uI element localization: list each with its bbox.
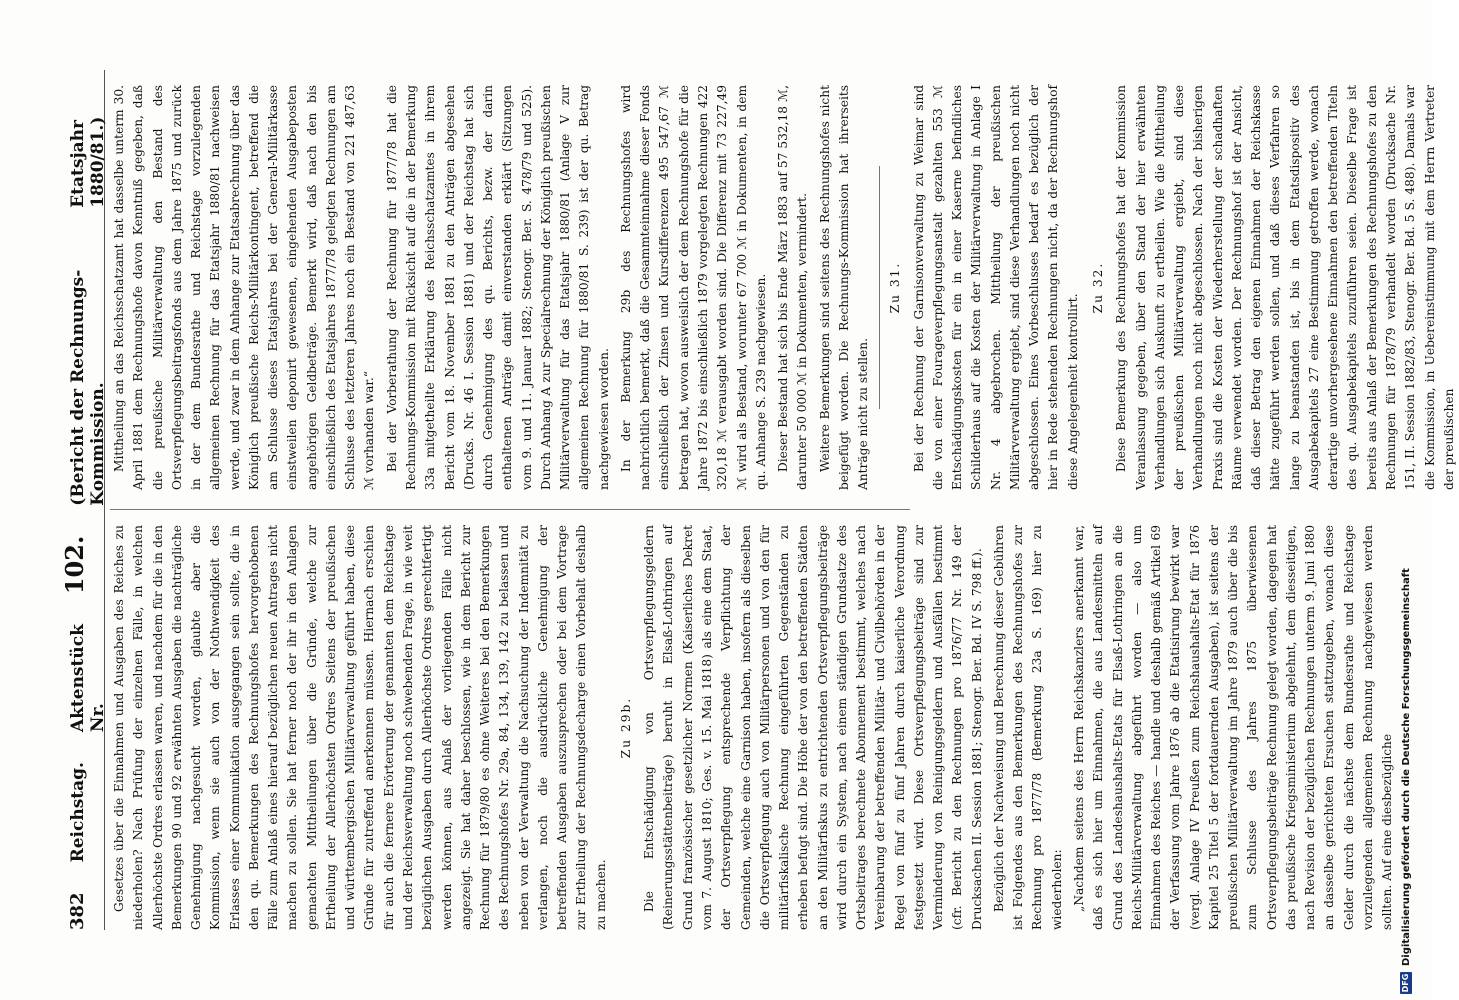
left-column (110, 525, 1395, 930)
footer-text: Digitalisierung gefördert durch die Deutsche Forschungsgemeinschaft (1400, 568, 1412, 966)
paragraph: Gesetzes über die Einnahmen und Ausgaben des Reiches zu niederholen? Nach Prüfung der einzelnen Fälle, in welchen Allerhöchste Ordres erlassen waren, und nachdem für die in den Bemerkungen 90 und 92 erwähnten Ausgaben die nachträgliche Genehmigung nachgesucht worden, glaubte aber die Kommission, wenn sie auch von der Nothwendigkeit des Erlasses einer Kommunikation ausgegangen sein sollte, die in den qu. Bemerkungen des Rechnungshofes hervorgehobenen Fälle zum Anlaß eines hierauf bezüglichen neuen Antrages nicht machen zu sollen. Sie hat ferner noch der ihr in den Anlagen gemachten Mittheilungen über die Gründe, welche zur Ertheilung der Allerhöchsten Ordres Seitens der preußischen und württembergischen Militärverwaltung geführt haben, diese Gründe für zutreffend anerkennen müssen. Hiernach erschien für auch die fernere Erörterung der genannten dem Reichstage und der Reichsverwaltung noch schwebenden Frage, in wie weit bezüglichen Ausgaben durch Allerhöchste Ordres gerechtfertigt werden können, aus Anlaß der vorliegenden Fälle nicht angezeigt. Sie hat daher beschlossen, wie in dem Bericht zur Rechnung für 1879/80 es ohne Weiteres bei den Bemerkungen des Rechnungshofes Nr. 29a, 84, 134, 139, 142 zu belassen und neben von der Verwaltung die Nachsuchung der Indemnität zu verlangen, noch die ausdrückliche Genehmigung der betreffenden Ausgaben auszusprechen oder bei dem Vortrage zur Ertheilung der Rechnungsdecharge einen Vorbehalt deshalb zu machen. (112, 525, 608, 930)
section-heading: Zu 31. (888, 261, 903, 314)
section-rule (879, 166, 880, 409)
paragraph: Weitere Bemerkungen sind seitens des Rechnungshofes nicht beigefügt worden. Die Rechnungs-Kommission hat ihrerseits Anträge nicht zu stellen. (817, 85, 871, 490)
paragraph: Bei der Vorberathung der Rechnung für 1877/78 hat die Rechnungs-Kommission mit Rücksicht auf die in der Bemerkung 33a mitgetheilte Erklärung des Reichsschatzamtes in ihrem Bericht vom 18. November 1881 zu den Anträgen abgesehen (Drucks. Nr. 46 I. Session 1881) und der Reichstag hat sich durch Genehmigung des qu. Berichts, bezw. der darin enthaltenen Anträge damit einverstanden erklärt (Sitzungen vom 9. und 11. Januar 1882; Stenogr. Ber. S. 478/79 und 525). Durch Anhang A zur Specialrechnung der Königlich preußischen Militärverwaltung für das Etatsjahr 1880/81 (Anlage V zur allgemeinen Rechnung für 1880/81 S. 239) ist der qu. Betrag nachgewiesen worden. (384, 85, 611, 490)
column-divider (110, 509, 910, 510)
right-column (110, 85, 1456, 490)
paragraph: Bei der Rechnung der Garnisonverwaltung zu Weimar sind die von einer Fourageverpflegungsanstalt gezahlten 553 ℳ Entschädigungskosten für ein in einer Kaserne befindliches Schilderhaus auf die Kosten der Militärverwaltung in Anlage I Nr. 4 abgebrochen. Mittheilung der preußischen Militärverwaltung ergiebt, sind diese Verhandlungen noch nicht abgeschlossen. Eines Vorbeschlusses bedarf es bezüglich der hier in Rede stehenden Rechnungen nicht, da der Rechnungshof diese Angelegenheit kontrollirt. (911, 85, 1080, 490)
paragraph: Dieser Bestand hat sich bis Ende März 1883 auf 57 532,18 ℳ, darunter 50 000 ℳ in Dokumenten, vermindert. (776, 85, 810, 490)
paragraph: Bezüglich der Nachweisung und Berechnung dieser Gebühren ist Folgendes aus den Bemerkungen des Rechnungshofes zur Rechnung pro 1877/78 (Bemerkung 23a S. 169) hier zu wiederholen: (991, 525, 1064, 930)
publication-name: Reichstag. (68, 762, 88, 863)
document-subject: (Bericht der Rechnungs-Kommission. (68, 269, 108, 506)
digitization-footer (1386, 0, 1426, 1000)
paragraph: Mittheilung an das Reichsschatzamt hat dasselbe unterm 30. April 1881 dem Rechnungshofe davon Kenntniß gegeben, daß die preußische Militärverwaltung den Bestand des Ortsverpflegungsbeitragsfonds aus dem Jahre 1875 und zurück in der dem Bundesrathe und Reichstage vorzulegenden allgemeinen Rechnung für das Etatsjahr 1880/81 nachweisen werde, und zwar in dem Anhange zur Etatsabrechnung über das Königlich preußische Reichs-Militärkontingent, betreffend die am Schlusse dieses Etatsjahres bei der General-Militärkasse einstweilen deponirt gewesenen, eingehenden Ausgabeposten angehörigen Geldbeträge. Bemerkt wird, daß nach den bis einschließlich des Etatsjahres 1877/78 gelegten Rechnungen am Schlusse des letzteren Jahres noch ein Bestand von 221 487,63 ℳ vorhanden war.“ (112, 85, 377, 490)
document-number: 102. (60, 535, 89, 595)
paragraph: In der Bemerkung 29b des Rechnungshofes wird nachrichtlich bemerkt, daß die Gesammteinnahme dieser Fonds einschließlich der Zinsen und Kursdifferenzen 495 547,67 ℳ betragen hat, wovon ausweislich der dem Rechnungshofe für die Jahre 1872 bis einschließlich 1879 vorgelegten Rechnungen 422 320,18 ℳ verausgabt worden sind. Die Differenz mit 73 227,49 ℳ wird als Bestand, worunter 67 700 ℳ in Dokumenten, in dem qu. Anhange S. 239 nachgewiesen. (618, 85, 768, 490)
paragraph: Diese Bemerkung des Rechnungshofes hat der Kommission Veranlassung gegeben, über den Stand der hier erwähnten Verhandlungen sich Auskunft zu ertheilen. Wie die Mittheilung der preußischen Militärverwaltung ergiebt, sind diese Verhandlungen noch nicht abgeschlossen. Nach der bisherigen Praxis sind die Kosten der Wiederherstellung der schadhaften Räume verwendet worden. Der Rechnungshof ist der Ansicht, daß dieser Betrag den eigenen Einnahmen der Reichskasse hätte zugeführt werden sollen, und daß dieses Verfahren so lange zu beanstanden ist, bis in dem Etatsdispositiv des Ausgabekapitels 27 eine Bestimmung getroffen werde, wonach derartige unvorhergesehene Einnahmen den betreffenden Titeln des qu. Ausgabekapitels zuzuführen seien. Dieselbe Frage ist bereits aus Anlaß der Bemerkungen des Rechnungshofes zu den Rechnungen für 1878/79 verhandelt worden (Drucksache Nr. 151, II. Session 1882/83, Stenogr. Ber. Bd. 5 S. 488). Damals war die Kommission, in Uebereinstimmung mit dem Herrn Vertreter der preußischen (1114, 85, 1456, 490)
paragraph: „Nachdem seitens des Herrn Reichskanzlers anerkannt war, daß es sich hier um Einnahmen, die aus Landesmitteln auf Grund des Landeshaushalts-Etats für Elsaß-Lothringen an die Reichs-Militärverwaltung abgeführt worden — also um Einnahmen des Reiches — handle und deshalb gemäß Artikel 69 der Verfassung vom Jahre 1876 ab die Etatisirung bewirkt war (vergl. Anlage IV Preußen zum Reichshaushalts-Etat für 1876 Kapitel 25 Titel 5 der fortdauernden Ausgaben), ist seitens der preußischen Militärverwaltung im Jahre 1879 auch über die bis zum Schlusse des Jahres 1875 überwiesenen Ortsverpflegungsbeiträge Rechnung gelegt worden, dagegen hat das preußische Kriegsministerium abgelehnt, dem diesseitigen, nach Revision der bezüglichen Rechnungen unterm 9. Juni 1880 an dasselbe gerichteten Ersuchen stattzugeben, wonach diese Gelder durch die nächste dem Bundesrathe und Reichstage vorzulegenden allgemeinen Rechnung nachgewiesen werden sollten. Auf eine diesbezügliche (1072, 525, 1395, 930)
dfg-logo-icon: DFG (1401, 973, 1410, 993)
paragraph: Die Entschädigung von Ortsverpflegungsgeldern (Reinerungsstättenbeiträge) beruht in Elsaß-Lothringen auf Grund französischer gesetzlicher Normen (Kaiserliches Dekret vom 7. August 1810; Ges. v. 15. Mai 1818) als eine dem Staat, der Ortsverpflegung entsprechende Verpflichtung der Gemeinden, welche eine Garnison haben, insofern als dieselben die Ortsverpflegung auch von Militärpersonen und von den für militärfiskalische Rechnung eingeführten Gegenständen zu erheben befugt sind. Die Höhe der von den betreffenden Städten an den Militärfiskus zu entrichtenden Ortsverpflegungsbeiträge wird durch ein System, nach einem ständigen Grundsatze des Ortsbeitrages berechnete Abonnement bestimmt, welches nach Vereinbarung der betreffenden Militär- und Civilbehörden in der Regel von fünf zu fünf Jahren durch kaiserliche Verordnung festgesetzt wird. Diese Ortsverpflegungsbeiträge sind zur Verminderung von Reinigungsgeldern und Ausfällen bestimmt (cfr. Bericht zu den Rechnungen pro 1876/77 Nr. 149 der Drucksachen II. Session 1881; Stenogr. Ber. Bd. IV S. 798 ff.). (642, 525, 984, 930)
page-number: 382 (67, 892, 88, 930)
fiscal-year: Etatsjahr 1880/81.) (68, 116, 108, 208)
section-heading: Zu 32. (1091, 261, 1106, 314)
section-heading: Zu 29b. (618, 696, 633, 759)
document-label: Aktenstück Nr. (68, 624, 108, 733)
page-header (60, 70, 108, 930)
